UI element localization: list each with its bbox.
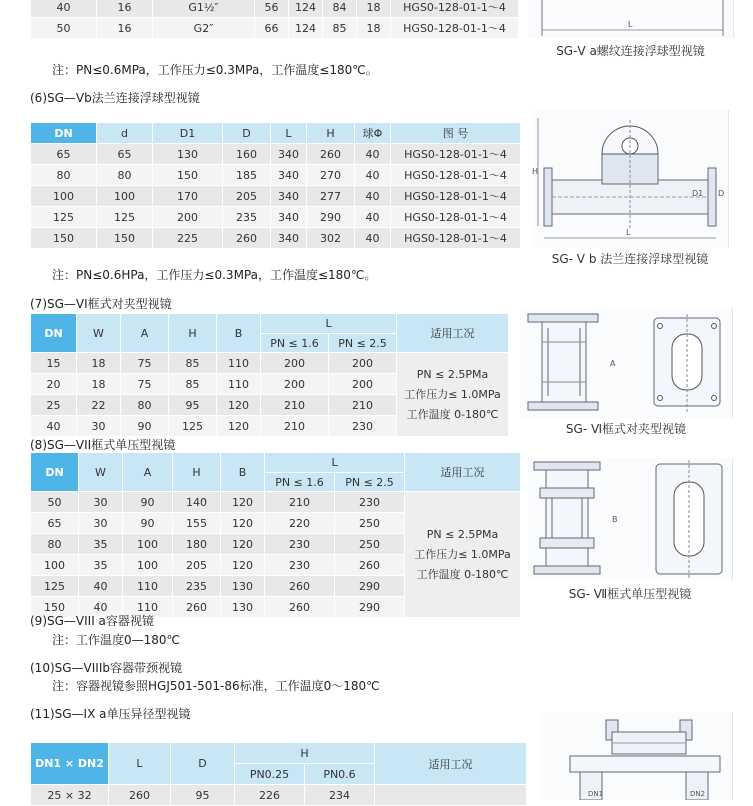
table-cell: 120 [221,555,265,576]
table-cell: 80 [31,534,79,555]
table-cell: 226 [235,785,305,806]
sg6-title: (7)SG—VI框式对夹型视镜 [30,297,172,311]
table-cell: 25 [31,395,77,416]
table-cell: 260 [335,555,405,576]
sg8a-note: 注：工作温度0—180℃ [52,633,181,647]
table-cell: 75 [121,353,169,374]
table-cell: G1½″ [153,0,255,18]
table-row [31,144,521,165]
table-cell: 200 [261,353,329,374]
dim-h-label: H [532,167,539,176]
table-cell: 18 [77,353,121,374]
table-cell: 50 [31,492,79,513]
sg5a-caption: SG-Ⅴ a螺纹连接浮球型视镜 [556,44,705,58]
table-cell: 65 [31,144,97,165]
table-cell: 124 [289,0,323,18]
table-cell: 40 [355,165,391,186]
condition-line: PN ≤ 2.5PMa [416,367,489,381]
table-row [31,353,509,374]
table-cell: 125 [31,207,97,228]
table-header-cell: PN0.25 [235,764,305,785]
table-cell: 170 [153,186,223,207]
table-cell: 65 [31,513,79,534]
table-cell: 30 [79,513,123,534]
working-conditions-cell [405,492,521,618]
table-cell: 110 [217,353,261,374]
sg5b-caption: SG- Ⅴ b 法兰连接浮球型视镜 [551,252,709,266]
table-cell: 84 [323,0,357,18]
table-cell: 100 [123,555,173,576]
dim-l-label: L [628,20,633,29]
table-cell: 185 [223,165,271,186]
table-cell: 110 [123,576,173,597]
table-cell: 230 [265,534,335,555]
dim-b-label: B [612,515,618,524]
sg8b-note: 注：容器视镜参照HGJ501-501-86标准，工作温度0～180℃ [52,679,380,693]
dim-l2-label: L [626,228,631,237]
table-cell: 90 [123,492,173,513]
sg9a-table [30,742,527,806]
table-cell: 260 [109,785,171,806]
condition-line: 工作温度 0-180℃ [416,567,509,581]
table-cell: HGS0-128-01-1～4 [391,144,521,165]
table-cell: 235 [223,207,271,228]
table-header-cell: d [97,123,153,144]
table-cell: 200 [329,353,397,374]
table-cell: 260 [173,597,221,618]
sg5b-note: 注：PN≤0.6HPa，工作压力≤0.3MPa，工作温度≤180℃。 [52,268,377,282]
dim-a-label: A [610,359,616,368]
table-cell: 110 [123,597,173,618]
table-cell: 50 [31,18,97,39]
sg6-table [30,313,509,437]
table-cell: 340 [271,165,307,186]
table-header-cell: D [223,123,271,144]
table-cell: 302 [307,228,355,249]
table-cell: 100 [31,186,97,207]
sg5a-table [30,0,519,39]
table-cell: 250 [335,534,405,555]
table-cell: 130 [221,597,265,618]
table-cell: 210 [265,492,335,513]
table-cell: 230 [265,555,335,576]
table-cell: 120 [221,513,265,534]
table-row [31,165,521,186]
table-cell: 40 [355,186,391,207]
table-cell: 260 [265,576,335,597]
table-header-cell: PN ≤ 1.6 [265,473,335,492]
table-cell: 16 [97,18,153,39]
table-cell: 25 × 32 [31,785,109,806]
table-cell: HGS0-128-01-1～4 [391,165,521,186]
table-cell: 200 [261,374,329,395]
table-cell: 340 [271,186,307,207]
table-cell: 120 [221,492,265,513]
table-header-cell: 适用工况 [375,743,527,785]
sg7-figure [528,458,733,580]
sg7-table [30,452,521,618]
sg7-title: (8)SG—VII框式单压型视镜 [30,438,176,452]
table-cell: 210 [261,416,329,437]
table-cell: 30 [79,492,123,513]
table-header-cell: L [265,453,405,473]
table-cell: 125 [169,416,217,437]
table-header-cell: B [217,314,261,353]
sg5a-figure [528,0,734,38]
table-cell: 35 [79,534,123,555]
table-header-cell: H [169,314,217,353]
table-cell: 150 [31,228,97,249]
dim-dn2-label: DN2 [690,790,706,798]
table-cell: 234 [305,785,375,806]
table-cell: 250 [335,513,405,534]
table-header-cell: DN1 × DN2 [31,743,109,785]
table-cell: HGS0-128-01-1～4 [391,228,521,249]
condition-line: 工作温度 0-180℃ [406,407,499,421]
table-cell: 180 [173,534,221,555]
table-header-cell: H [307,123,355,144]
table-cell: 125 [97,207,153,228]
table-cell: 16 [97,0,153,18]
table-cell: 120 [217,416,261,437]
table-header-cell: D [171,743,235,785]
table-header-cell: 图 号 [391,123,521,144]
table-cell: 155 [173,513,221,534]
table-cell: HGS0-128-01-1～4 [391,0,519,18]
dim-d1-label: D1 [692,189,704,198]
table-cell: 290 [335,597,405,618]
table-header-cell: A [121,314,169,353]
table-cell: 56 [255,0,289,18]
table-cell: 100 [123,534,173,555]
table-cell: 40 [79,597,123,618]
table-cell: 95 [171,785,235,806]
sg7-caption: SG- Ⅶ框式单压型视镜 [568,587,692,601]
table-cell: G2″ [153,18,255,39]
table-cell: 40 [31,416,77,437]
table-cell: 235 [173,576,221,597]
table-header-cell: PN0.6 [305,764,375,785]
table-cell: 270 [307,165,355,186]
sg9a-title: (11)SG—IX a单压异径型视镜 [30,707,191,721]
working-conditions-cell [375,785,527,806]
table-header-cell: A [123,453,173,492]
table-cell: HGS0-128-01-1～4 [391,207,521,228]
sg5b-title: (6)SG—Vb法兰连接浮球型视镜 [30,91,200,105]
sg5b-drawing [532,110,728,248]
table-header-cell: L [271,123,307,144]
table-cell: 120 [217,395,261,416]
sg5b-figure [532,110,729,248]
table-cell: 290 [335,576,405,597]
table-cell: 200 [329,374,397,395]
table-row [31,18,519,39]
table-cell: 205 [223,186,271,207]
table-header-cell: H [235,743,375,764]
table-cell: 230 [335,492,405,513]
table-cell: 65 [97,144,153,165]
table-cell: 150 [97,228,153,249]
table-header-cell: PN ≤ 1.6 [261,334,329,353]
table-header-cell: W [77,314,121,353]
table-cell: 225 [153,228,223,249]
condition-line: 工作压力≤ 1.0MPa [414,547,511,561]
table-cell: 80 [97,165,153,186]
sg6-caption: SG- Ⅵ框式对夹型视镜 [565,422,687,436]
table-cell: 80 [121,395,169,416]
table-cell: 140 [173,492,221,513]
condition-line: PN ≤ 2.5PMa [426,527,499,541]
table-row [31,492,521,513]
table-cell: 85 [323,18,357,39]
table-cell: 15 [31,353,77,374]
dim-d-label: D [718,189,725,198]
table-header-cell: DN [31,123,97,144]
table-header-cell: DN [31,453,79,492]
table-cell: 160 [223,144,271,165]
table-cell: 150 [31,597,79,618]
table-row [31,0,519,18]
table-header-cell: PN ≤ 2.5 [329,334,397,353]
table-cell: 85 [169,374,217,395]
table-header-cell: H [173,453,221,492]
table-cell: 205 [173,555,221,576]
table-cell: 22 [77,395,121,416]
sg6-drawing [520,308,732,418]
sg5a-drawing [528,0,733,38]
table-cell: 130 [221,576,265,597]
table-cell: 85 [169,353,217,374]
table-cell: 75 [121,374,169,395]
sg8a-title: (9)SG—VIII a容器视镜 [30,614,154,628]
table-cell: 340 [271,144,307,165]
dim-dn1-label: DN1 [588,790,604,798]
table-cell: 110 [217,374,261,395]
table-cell: 260 [223,228,271,249]
table-cell: 40 [355,144,391,165]
condition-line: 工作压力≤ 1.0MPa [404,387,501,401]
table-cell: 124 [289,18,323,39]
sg6-figure [520,308,733,418]
table-header-cell: L [261,314,397,334]
table-cell: 260 [265,597,335,618]
table-cell: 35 [79,555,123,576]
table-cell: 18 [357,18,391,39]
sg7-drawing [528,458,732,580]
table-cell: 100 [31,555,79,576]
table-row [31,186,521,207]
table-cell: 40 [355,228,391,249]
table-cell: 80 [31,165,97,186]
table-row [31,228,521,249]
table-row [31,785,527,806]
table-header-cell: DN [31,314,77,353]
table-cell: 40 [79,576,123,597]
table-cell: 290 [307,207,355,228]
sg8b-title: (10)SG—VIIIb容器带颈视镜 [30,661,182,675]
table-header-cell: 球Φ [355,123,391,144]
table-header-cell: 适用工况 [405,453,521,492]
table-cell: 20 [31,374,77,395]
table-cell: 260 [307,144,355,165]
table-header-cell: 适用工况 [397,314,509,353]
table-cell: 18 [357,0,391,18]
table-cell: 125 [31,576,79,597]
table-cell: 90 [121,416,169,437]
table-cell: 210 [329,395,397,416]
table-cell: 100 [97,186,153,207]
table-cell: 210 [261,395,329,416]
sg9a-drawing [540,712,732,800]
table-cell: 277 [307,186,355,207]
table-cell: 130 [153,144,223,165]
table-cell: HGS0-128-01-1～4 [391,18,519,39]
table-header-cell: PN ≤ 2.5 [335,473,405,492]
table-cell: 40 [355,207,391,228]
table-cell: 18 [77,374,121,395]
sg9a-figure [540,712,733,800]
table-cell: 200 [153,207,223,228]
table-row [31,207,521,228]
table-header-cell: B [221,453,265,492]
table-cell: 340 [271,228,307,249]
table-cell: 30 [77,416,121,437]
table-cell: 230 [329,416,397,437]
table-cell: 90 [123,513,173,534]
table-cell: 340 [271,207,307,228]
table-cell: 150 [153,165,223,186]
table-header-cell: L [109,743,171,785]
table-cell: 95 [169,395,217,416]
table-cell: HGS0-128-01-1～4 [391,186,521,207]
table-header-cell: W [79,453,123,492]
table-cell: 220 [265,513,335,534]
table-cell: 120 [221,534,265,555]
sg5a-note: 注：PN≤0.6MPa，工作压力≤0.3MPa，工作温度≤180℃。 [52,63,378,77]
sg5b-table [30,122,521,249]
table-header-cell: D1 [153,123,223,144]
table-cell: 40 [31,0,97,18]
table-cell: 66 [255,18,289,39]
working-conditions-cell [397,353,509,437]
